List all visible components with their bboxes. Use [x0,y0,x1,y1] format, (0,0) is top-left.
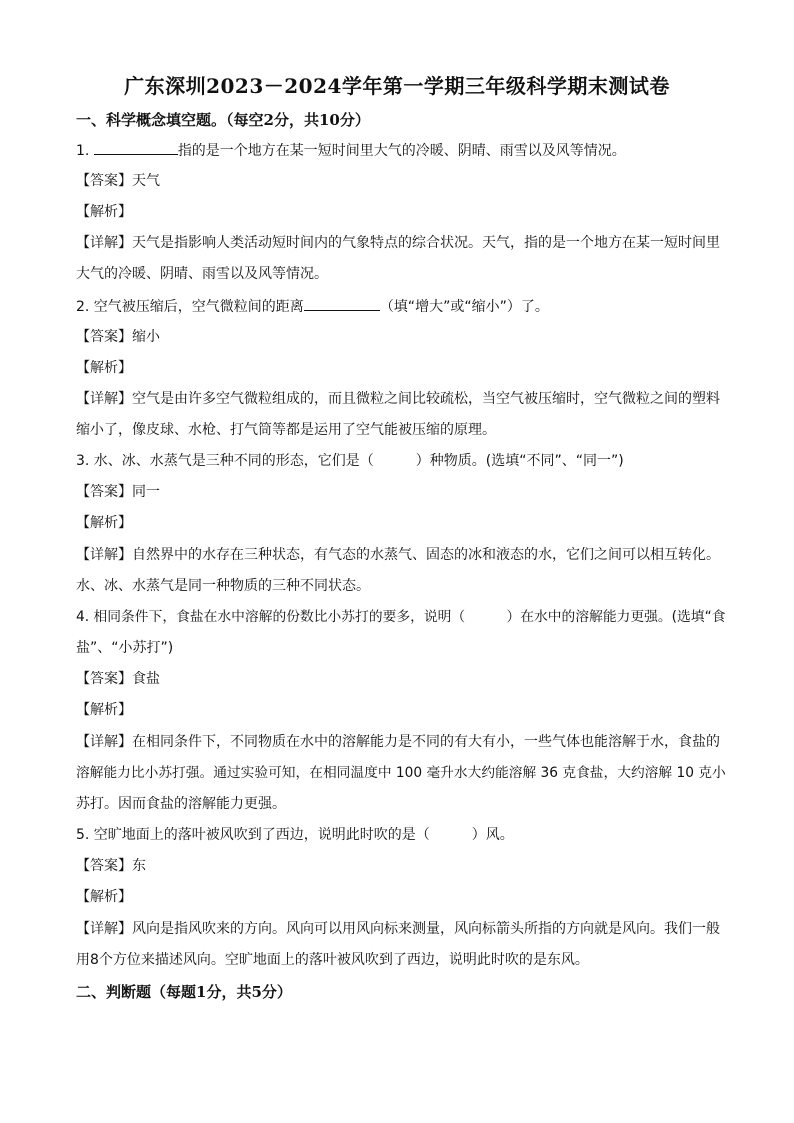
answer-2: 【答案】缩小 [76,329,160,345]
answer-5: 【答案】东 [76,858,146,874]
detail-5-line-1: 【详解】风向是指风吹来的方向。风向可以用风向标来测量，风向标箭头所指的方向就是风向。我们一般 [76,921,720,937]
detail-5-line-2: 用8个方位来描述风向。空旷地面上的落叶被风吹到了西边，说明此时吹的是东风。 [76,952,589,968]
question-5: 5. 空旷地面上的落叶被风吹到了西边，说明此时吹的是（ ）风。 [76,827,514,843]
page-title: 广东深圳2023－2024学年第一学期三年级科学期末测试卷 [124,74,670,98]
question-4-line-1: 4. 相同条件下，食盐在水中溶解的份数比小苏打的要多，说明（ ）在水中的溶解能力更强。(选填“食 [76,609,726,625]
question-1 [76,140,726,161]
analysis-4: 【解析】 [76,702,132,718]
detail-2-line-2: 缩小了，像皮球、水枪、打气筒等都是运用了空气能被压缩的原理。 [76,422,496,438]
detail-3-line-1: 【详解】自然界中的水存在三种状态，有气态的水蒸气、固态的冰和液态的水，它们之间可以相互转化。 [76,547,720,563]
detail-4-line-2: 溶解能力比小苏打强。通过实验可知，在相同温度中 100 毫升水大约能溶解 36 克食盐，大约溶解 10 克小 [76,765,726,781]
analysis-3: 【解析】 [76,515,132,531]
answer-blank [94,140,178,155]
section-2-heading: 二、判断题（每题1分，共5分） [76,983,292,1001]
detail-4-line-1: 【详解】在相同条件下，不同物质在水中的溶解能力是不同的有大有小，一些气体也能溶解于水，食盐的 [76,734,720,750]
question-2-text-after: （填“增大”或“缩小”）了。 [379,299,549,315]
analysis-5: 【解析】 [76,889,132,905]
analysis-1: 【解析】 [76,204,132,220]
answer-blank [304,296,380,311]
detail-4-line-3: 苏打。因而食盐的溶解能力更强。 [76,796,286,812]
answer-3: 【答案】同一 [76,484,160,500]
question-1-text: 指的是一个地方在某一短时间里大气的冷暖、阴晴、雨雪以及风等情况。 [177,143,626,159]
answer-1: 【答案】天气 [76,173,160,189]
answer-4: 【答案】食盐 [76,671,160,687]
detail-2-line-1: 【详解】空气是由许多空气微粒组成的，而且微粒之间比较疏松，当空气被压缩时，空气微粒之间的塑料 [76,391,720,407]
section-1-heading: 一、科学概念填空题。（每空2分，共10分） [76,111,370,129]
question-2-text-before: 2. 空气被压缩后，空气微粒间的距离 [76,299,304,315]
detail-1-line-2: 大气的冷暖、阴晴、雨雪以及风等情况。 [76,266,328,282]
analysis-2: 【解析】 [76,360,132,376]
detail-3-line-2: 水、冰、水蒸气是同一种物质的三种不同状态。 [76,578,370,594]
detail-1-line-1: 【详解】天气是指影响人类活动短时间内的气象特点的综合状况。天气，指的是一个地方在某一短时间里 [76,235,720,251]
question-4-line-2: 盐”、“小苏打”) [76,640,174,656]
question-2 [76,296,726,317]
question-1-number: 1. [76,143,90,159]
question-3: 3. 水、冰、水蒸气是三种不同的形态，它们是（ ）种物质。(选填“不同”、“同一”) [76,453,624,469]
